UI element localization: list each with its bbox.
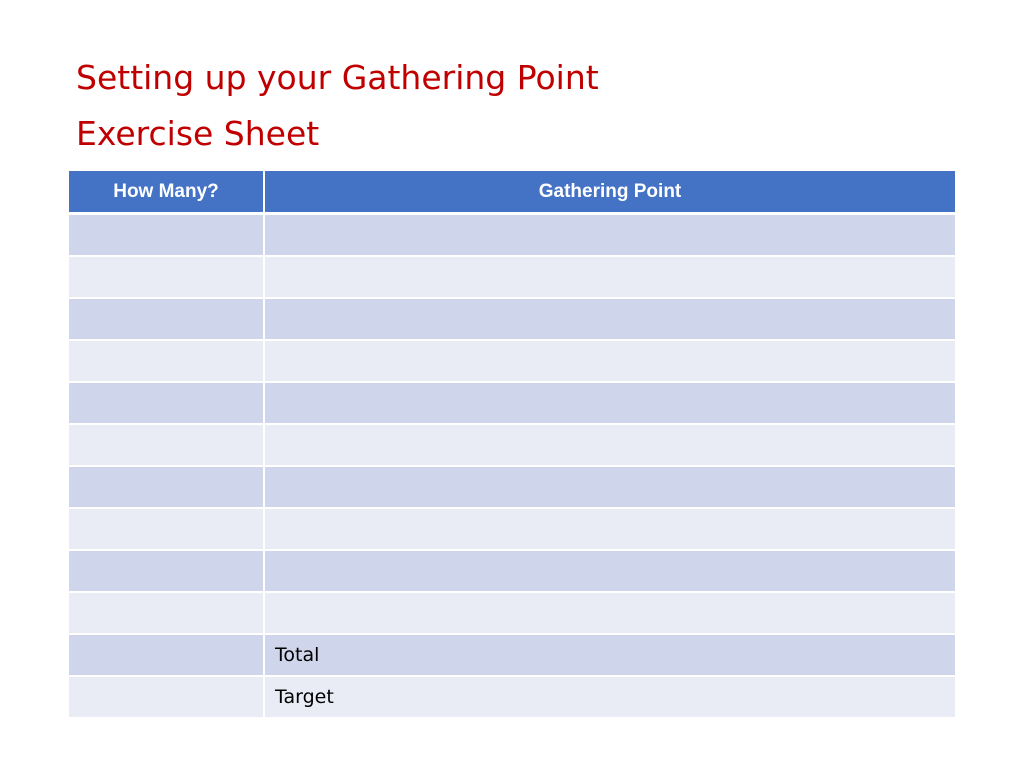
gathering-point-cell[interactable] — [264, 592, 955, 634]
total-row — [69, 634, 955, 676]
table-row — [69, 592, 955, 634]
table-header-row — [69, 171, 955, 214]
total-count-cell[interactable] — [69, 634, 264, 676]
gathering-point-cell[interactable] — [264, 298, 955, 340]
gathering-point-cell[interactable] — [264, 508, 955, 550]
how-many-cell[interactable] — [69, 466, 264, 508]
gathering-point-cell[interactable] — [264, 550, 955, 592]
header-gathering-point: Gathering Point — [264, 171, 955, 214]
gathering-point-cell[interactable] — [264, 340, 955, 382]
gathering-point-cell[interactable] — [264, 256, 955, 298]
how-many-cell[interactable] — [69, 592, 264, 634]
target-count-cell[interactable] — [69, 676, 264, 718]
table-row — [69, 298, 955, 340]
how-many-cell[interactable] — [69, 256, 264, 298]
gathering-point-cell[interactable] — [264, 466, 955, 508]
table-row — [69, 508, 955, 550]
target-label: Target — [264, 676, 955, 718]
gathering-point-cell[interactable] — [264, 424, 955, 466]
total-label: Total — [264, 634, 955, 676]
header-how-many: How Many? — [69, 171, 264, 214]
how-many-cell[interactable] — [69, 214, 264, 257]
how-many-cell[interactable] — [69, 382, 264, 424]
how-many-cell[interactable] — [69, 550, 264, 592]
table-row — [69, 256, 955, 298]
table-row — [69, 214, 955, 257]
target-row — [69, 676, 955, 718]
how-many-cell[interactable] — [69, 508, 264, 550]
how-many-cell[interactable] — [69, 340, 264, 382]
title-line-2: Exercise Sheet — [76, 114, 320, 153]
table-row — [69, 466, 955, 508]
gathering-point-cell[interactable] — [264, 214, 955, 257]
gathering-point-cell[interactable] — [264, 382, 955, 424]
table-row — [69, 340, 955, 382]
how-many-cell[interactable] — [69, 424, 264, 466]
page-title — [76, 50, 599, 162]
how-many-cell[interactable] — [69, 298, 264, 340]
table-row — [69, 550, 955, 592]
title-line-1: Setting up your Gathering Point — [76, 58, 599, 97]
table-row — [69, 382, 955, 424]
exercise-table — [69, 171, 955, 719]
table-row — [69, 424, 955, 466]
